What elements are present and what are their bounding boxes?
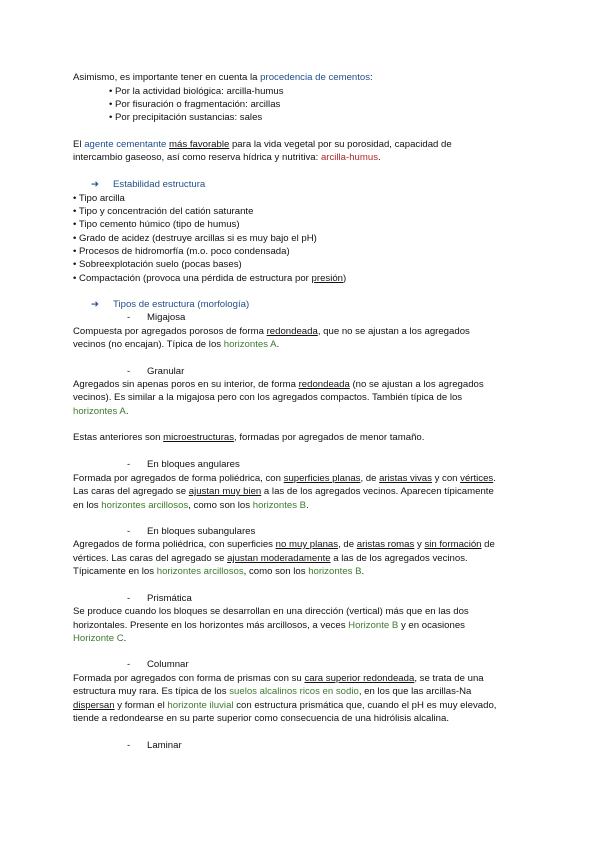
columnar-heading xyxy=(127,658,189,671)
tipos-title: Tipos de estructura (morfología) xyxy=(113,299,250,310)
horizon-term: Horizonte C xyxy=(73,633,124,644)
underlined-term: redondeada xyxy=(298,379,350,390)
estabilidad-item: • Tipo cemento húmico (tipo de humus) xyxy=(73,219,240,230)
underlined-term: vértices xyxy=(460,473,494,484)
horizon-term: horizontes arcillosos xyxy=(101,500,189,511)
text-span: Compuesta por agregados porosos de forma xyxy=(73,326,267,337)
horizon-term: horizontes arcillosos xyxy=(156,566,244,577)
underlined-term: más favorable xyxy=(169,139,230,150)
migajosa-line-1 xyxy=(73,325,470,338)
intro-highlight: procedencia de cementos xyxy=(260,72,371,83)
granular-line-3 xyxy=(73,405,128,418)
horizon-term: horizontes A xyxy=(73,406,126,417)
text-span: Agregados sin apenas poros en su interior, de forma xyxy=(73,379,299,390)
text-span: horizontales. Presente en los horizontes más arcillosos, a veces xyxy=(73,620,349,631)
microestructuras-line xyxy=(73,431,424,444)
text-span: Formada por agregados de forma poliédrica, con xyxy=(73,473,284,484)
granular-line-1 xyxy=(73,378,484,391)
angulares-line-1 xyxy=(73,472,496,485)
underlined-term: sin formación xyxy=(424,539,482,550)
estabilidad-heading xyxy=(91,178,205,191)
text-span: . xyxy=(361,566,365,577)
underlined-term: presión xyxy=(311,273,344,284)
dash-marker: - xyxy=(127,366,131,377)
text-span: • Compactación (provoca una pérdida de estructura por xyxy=(73,273,312,284)
underlined-term: no muy planas xyxy=(275,539,339,550)
text-span: . xyxy=(493,473,496,484)
text-span: , de xyxy=(338,539,357,550)
horizon-term: Horizonte B xyxy=(348,620,399,631)
section-title: Laminar xyxy=(147,740,182,751)
subangulares-heading xyxy=(127,525,255,538)
migajosa-line-2 xyxy=(73,338,279,351)
text-span: estructura muy rara. Es típica de los xyxy=(73,686,230,697)
estabilidad-item: • Tipo arcilla xyxy=(73,193,125,204)
section-title: En bloques subangulares xyxy=(147,526,256,537)
intro-line xyxy=(73,71,373,84)
estabilidad-title: Estabilidad estructura xyxy=(113,179,206,190)
underlined-term: aristas vivas xyxy=(379,473,432,484)
section-title: En bloques angulares xyxy=(147,459,240,470)
text-span: , formadas por agregados de menor tamaño. xyxy=(234,432,425,443)
horizon-term: horizontes B xyxy=(252,500,307,511)
angulares-line-2 xyxy=(73,485,494,498)
text-span: vértices. Las caras del agregado se xyxy=(73,553,228,564)
text-span: , en los que las arcillas-Na xyxy=(358,686,472,697)
underlined-term: redondeada xyxy=(266,326,318,337)
text-span: de xyxy=(481,539,495,550)
text-span: . xyxy=(276,339,280,350)
text-span: Formada por agregados con forma de prismas con su xyxy=(73,673,305,684)
text-span: para la vida vegetal por su porosidad, capacidad de xyxy=(229,139,452,150)
text-span: . xyxy=(306,500,309,511)
migajosa-heading xyxy=(127,311,185,324)
dash-marker: - xyxy=(127,593,131,604)
underlined-term: ajustan muy bien xyxy=(188,486,262,497)
granular-line-2: vecinos). Es similar a la migajosa pero con los agregados compactos. También típica de los xyxy=(73,392,463,403)
estabilidad-item: • Sobreexplotación suelo (pocas bases) xyxy=(73,259,242,270)
text-span: y en ocasiones xyxy=(398,620,465,631)
intro-prefix: Asimismo, es importante tener en cuenta la xyxy=(73,72,261,83)
intro-bullet: • Por la actividad biológica: arcilla-humus xyxy=(109,86,284,97)
horizon-term: horizonte iluvial xyxy=(167,700,234,711)
intro-bullet: • Por precipitación sustancias: sales xyxy=(109,112,263,123)
text-span: , de xyxy=(360,473,380,484)
underlined-term: superficies planas xyxy=(283,473,361,484)
underlined-term: aristas romas xyxy=(356,539,415,550)
columnar-line-1 xyxy=(73,672,484,685)
estabilidad-item xyxy=(73,272,346,285)
dash-marker: - xyxy=(127,312,131,323)
text-span: . xyxy=(378,152,381,163)
columnar-line-2 xyxy=(73,685,471,698)
dash-marker: - xyxy=(127,659,131,670)
prismatica-line-2 xyxy=(73,619,465,632)
horizon-term: horizontes B xyxy=(308,566,362,577)
text-span: ) xyxy=(343,273,347,284)
agente-line-1 xyxy=(73,138,452,151)
subangulares-line-3 xyxy=(73,565,364,578)
text-span: con estructura prismática que, cuando el pH es muy elevado, xyxy=(233,700,497,711)
angulares-line-3 xyxy=(73,499,309,512)
text-span: en los xyxy=(73,500,102,511)
tipos-heading xyxy=(91,298,249,311)
text-span: intercambio gaseoso, así como reserva hídrica y nutritiva: xyxy=(73,152,321,163)
underlined-term: cara superior redondeada xyxy=(304,673,415,684)
subangulares-line-1 xyxy=(73,538,495,551)
horizon-term: horizontes A xyxy=(223,339,277,350)
dash-marker: - xyxy=(127,740,131,751)
section-title: Columnar xyxy=(147,659,189,670)
text-span: , que no se ajustan a los agregados xyxy=(317,326,470,337)
subangulares-line-2 xyxy=(73,552,468,565)
columnar-line-4: tiende a redondearse en su parte superior como consecuencia de una hidrólisis alcalina. xyxy=(73,713,449,724)
estabilidad-item: • Grado de acidez (destruye arcillas si es muy bajo el pH) xyxy=(73,233,317,244)
prismatica-line-1: Se produce cuando los bloques se desarrollan en una dirección (vertical) más que en las dos xyxy=(73,606,469,617)
text-span: a las de los agregados vecinos. Aparecen típicamente xyxy=(261,486,494,497)
text-span: y forman el xyxy=(114,700,168,711)
soil-term: suelos alcalinos ricos en sodio xyxy=(229,686,359,697)
intro-bullet: • Por fisuración o fragmentación: arcillas xyxy=(109,99,281,110)
section-title: Prismática xyxy=(147,593,192,604)
text-span: a las de los agregados vecinos. xyxy=(330,553,468,564)
text-span: El xyxy=(73,139,85,150)
granular-heading xyxy=(127,365,184,378)
agente-line-2 xyxy=(73,151,381,164)
underlined-term: ajustan moderadamente xyxy=(227,553,331,564)
text-span: Estas anteriores son xyxy=(73,432,164,443)
dash-marker: - xyxy=(127,526,131,537)
dash-marker: - xyxy=(127,459,131,470)
prismatica-line-3 xyxy=(73,632,126,645)
text-span: y con xyxy=(431,473,461,484)
angulares-heading xyxy=(127,458,240,471)
text-span: Agregados de forma poliédrica, con superficies xyxy=(73,539,276,550)
arrow-icon: ➔ xyxy=(91,299,100,310)
prismatica-heading xyxy=(127,592,192,605)
text-span: . xyxy=(123,633,127,644)
underlined-term: microestructuras xyxy=(163,432,235,443)
text-span: Típicamente en los xyxy=(73,566,157,577)
text-span: . xyxy=(125,406,129,417)
text-span: y xyxy=(414,539,425,550)
text-span: , se trata de una xyxy=(414,673,484,684)
arrow-icon: ➔ xyxy=(91,179,100,190)
columnar-line-3 xyxy=(73,699,496,712)
estabilidad-item: • Tipo y concentración del catión saturante xyxy=(73,206,254,217)
text-span: , como son los xyxy=(243,566,309,577)
underlined-term: dispersan xyxy=(73,700,115,711)
estabilidad-item: • Procesos de hidromorfía (m.o. poco condensada) xyxy=(73,246,290,257)
text-span: , como son los xyxy=(188,500,253,511)
agente-term: agente cementante xyxy=(84,139,167,150)
section-title: Migajosa xyxy=(147,312,186,323)
section-title: Granular xyxy=(147,366,185,377)
intro-suffix: : xyxy=(370,72,373,83)
text-span: Las caras del agregado se xyxy=(73,486,189,497)
text-span: vecinos (no encajan). Típica de los xyxy=(73,339,224,350)
text-span: (no se ajustan a los agregados xyxy=(349,379,484,390)
laminar-heading xyxy=(127,739,182,752)
arcilla-humus-term: arcilla-humus xyxy=(320,152,379,163)
